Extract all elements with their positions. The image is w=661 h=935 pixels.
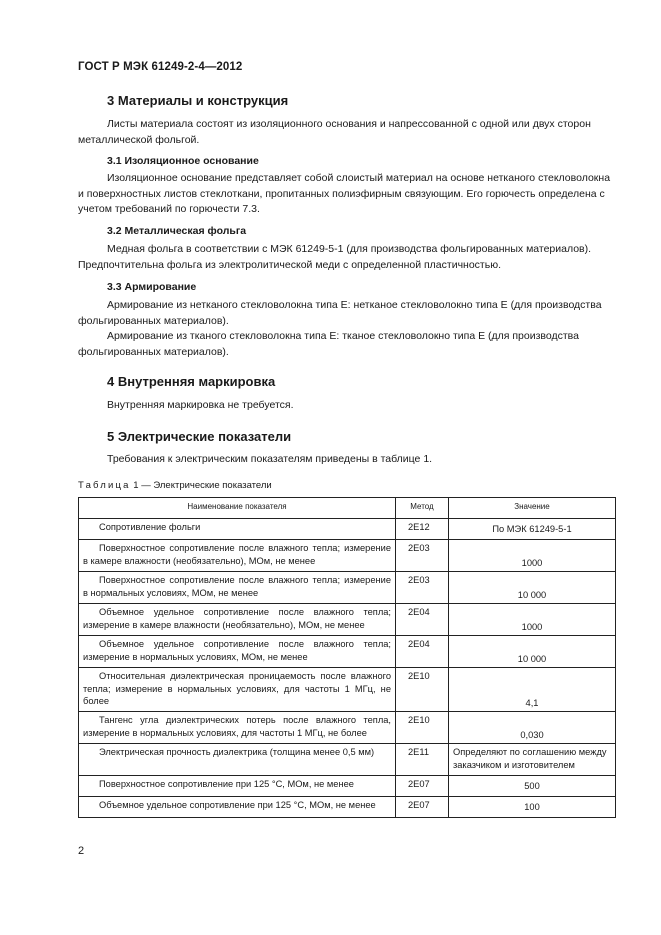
cell-value: 500 xyxy=(449,776,616,797)
cell-value: 10 000 xyxy=(449,572,616,604)
table-caption-text: 1 — Электрические показатели xyxy=(133,480,272,491)
section-5-text-content: Требования к электрическим показателям приведены в таблице 1. xyxy=(107,453,433,465)
cell-name xyxy=(79,712,396,744)
cell-method: 2E03 xyxy=(396,572,449,604)
section-4-title: 4 Внутренняя маркировка xyxy=(107,374,276,389)
section-3-3-text-2 xyxy=(78,329,615,360)
section-3-2-title: 3.2 Металлическая фольга xyxy=(107,225,247,237)
cell-name xyxy=(79,540,396,572)
table-caption-label: Таблица xyxy=(78,480,131,491)
cell-method: 2E07 xyxy=(396,776,449,797)
cell-name xyxy=(79,604,396,636)
section-3-3-text-1-content: Армирование из нетканого стекловолокна типа Е: нетканое стекловолокно типа Е (для производства фольгированных материалов). xyxy=(78,299,602,327)
section-3-3-text-1 xyxy=(78,298,615,329)
cell-method: 2E12 xyxy=(396,519,449,540)
cell-method: 2E10 xyxy=(396,668,449,712)
cell-method: 2E07 xyxy=(396,797,449,818)
cell-name-text: Объемное удельное сопротивление после влажного тепла; измерение в нормальных условиях, МОм, не менее xyxy=(83,639,391,662)
table-row xyxy=(79,540,616,572)
section-4-text-content: Внутренняя маркировка не требуется. xyxy=(107,399,294,411)
cell-value: 10 000 xyxy=(449,636,616,668)
cell-method: 2E04 xyxy=(396,636,449,668)
table-row xyxy=(79,572,616,604)
cell-method: 2E11 xyxy=(396,744,449,776)
section-3-text xyxy=(78,117,615,148)
cell-name-text: Тангенс угла диэлектрических потерь после влажного тепла, измерение в нормальных условиях, для частоты 1 МГц, не более xyxy=(83,715,391,738)
section-3-title: 3 Материалы и конструкция xyxy=(107,93,289,108)
table-header-row xyxy=(79,498,616,519)
table-row xyxy=(79,604,616,636)
cell-name xyxy=(79,636,396,668)
cell-name xyxy=(79,668,396,712)
section-4-text xyxy=(78,398,615,414)
cell-value: 100 xyxy=(449,797,616,818)
section-3-2-text xyxy=(78,242,615,273)
cell-name-text: Объемное удельное сопротивление при 125 °С, МОм, не менее xyxy=(99,800,376,810)
table-caption xyxy=(78,480,272,491)
table-row xyxy=(79,744,616,776)
table-row xyxy=(79,712,616,744)
table-row xyxy=(79,668,616,712)
table-row xyxy=(79,636,616,668)
cell-value: 1000 xyxy=(449,540,616,572)
cell-name-text: Электрическая прочность диэлектрика (толщина менее 0,5 мм) xyxy=(99,747,375,757)
cell-name-text: Сопротивление фольги xyxy=(99,522,201,532)
cell-value: По МЭК 61249-5-1 xyxy=(449,519,616,540)
section-5-text xyxy=(78,452,615,468)
header-value: Значение xyxy=(449,498,616,519)
header-method: Метод xyxy=(396,498,449,519)
section-5-title: 5 Электрические показатели xyxy=(107,429,292,444)
cell-name xyxy=(79,572,396,604)
cell-name-text: Поверхностное сопротивление после влажного тепла; измерение в нормальных условиях, МОм, не менее xyxy=(83,575,391,598)
cell-name-text: Поверхностное сопротивление после влажного тепла; измерение в камере влажности (необязательно), МОм, не менее xyxy=(83,543,391,566)
cell-name-text: Объемное удельное сопротивление после влажного тепла; измерение в камере влажности (необязательно), МОм, не менее xyxy=(83,607,391,630)
table-row xyxy=(79,776,616,797)
section-3-1-text-content: Изоляционное основание представляет собой слоистый материал на основе нетканого стекловолокна и поверхностных листов стеклоткани, пропитанных полиэфирным связующим. Его горючесть определена с учетом требований по горючести 7.3. xyxy=(78,172,611,215)
cell-method: 2E10 xyxy=(396,712,449,744)
cell-value: 4,1 xyxy=(449,668,616,712)
cell-name-text: Поверхностное сопротивление при 125 °С, МОм, не менее xyxy=(99,779,354,789)
section-3-3-title: 3.3 Армирование xyxy=(107,281,197,293)
section-3-1-text xyxy=(78,171,615,218)
document-header: ГОСТ Р МЭК 61249-2-4—2012 xyxy=(78,61,243,73)
cell-value: Определяют по соглашению между заказчиком и изготовителем xyxy=(449,744,616,776)
electrical-properties-table xyxy=(78,497,616,818)
table-row xyxy=(79,519,616,540)
cell-name xyxy=(79,744,396,776)
table-row xyxy=(79,797,616,818)
cell-name-text: Относительная диэлектрическая проницаемость после влажного тепла; измерение в нормальных условиях, для частоты 1 МГц, не более xyxy=(83,671,391,706)
cell-name xyxy=(79,797,396,818)
cell-method: 2E04 xyxy=(396,604,449,636)
section-3-1-title: 3.1 Изоляционное основание xyxy=(107,155,259,167)
section-3-2-text-content: Медная фольга в соответствии с МЭК 61249-5-1 (для производства фольгированных материалов). Предпочтительна фольга из электролитической меди с определенной пластичностью. xyxy=(78,243,592,271)
cell-value: 0,030 xyxy=(449,712,616,744)
cell-name xyxy=(79,776,396,797)
section-3-text-content: Листы материала состоят из изоляционного основания и напрессованной с одной или двух сторон металлической фольгой. xyxy=(78,118,591,146)
header-name: Наименование показателя xyxy=(79,498,396,519)
cell-name xyxy=(79,519,396,540)
cell-method: 2E03 xyxy=(396,540,449,572)
page-number: 2 xyxy=(78,845,85,857)
cell-value: 1000 xyxy=(449,604,616,636)
section-3-3-text-2-content: Армирование из тканого стекловолокна типа Е: тканое стекловолокно типа Е (для производства фольгированных материалов). xyxy=(78,330,579,358)
